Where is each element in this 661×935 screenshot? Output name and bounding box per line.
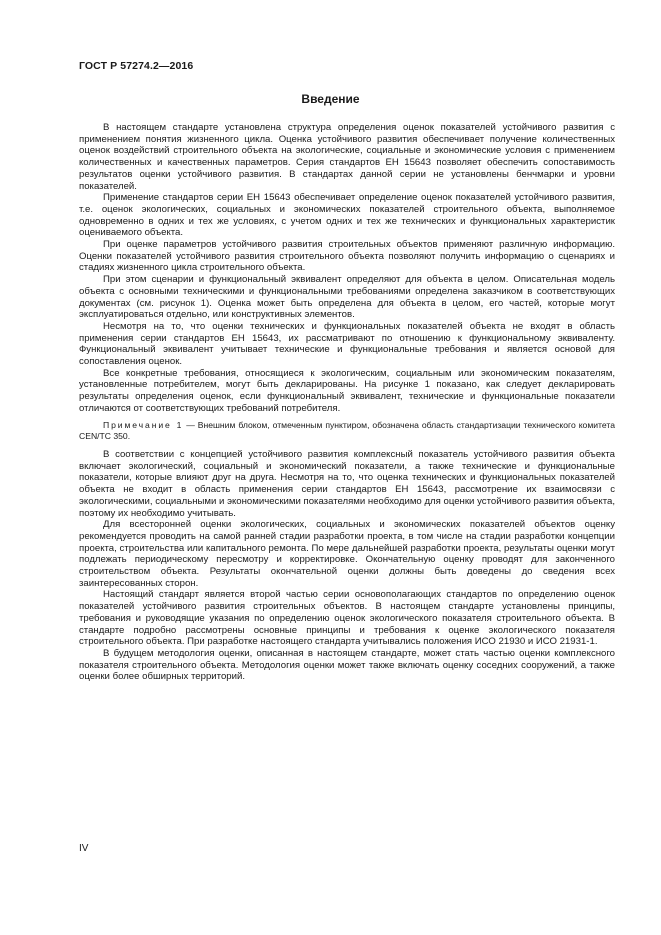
note <box>79 420 615 443</box>
note-text: — Внешним блоком, отмеченным пунктиром, обозначена область стандартизации технического комитета CEN/TC 350. <box>79 419 615 442</box>
main-text <box>79 122 615 683</box>
paragraph: При оценке параметров устойчивого развития строительных объектов применяют различную информацию. Оценки показателей устойчивого развития строительного объекта позволяют получить информацию о сценариях и стадиях жизненного цикла строительного объекта. <box>79 239 615 274</box>
paragraph: Несмотря на то, что оценки технических и функциональных показателей объекта не входят в область применения серии стандартов ЕН 15643, их рассматривают по отношению к функциональному эквиваленту. Функциональный эквивалент учитывает технические и функциональные требования и является основой для сопоставления оценок. <box>79 320 615 368</box>
paragraph: Все конкретные требования, относящиеся к экологическим, социальным или экономическим показателям, установленные потребителем, могут быть декларированы. На рисунке 1 показано, как следует декларировать результаты определения оценок, если функциональный эквивалент, технические и функциональные показатели отличаются от соответствующих требований потребителя. <box>79 367 615 414</box>
paragraph: В настоящем стандарте установлена структура определения оценок показателей устойчивого развития с применением понятия жизненного цикла. Оценка устойчивого развития обеспечивает получение количественных оценок воздействий строительного объекта на экологические, социальные и экономические условия с применением количественных и качественных параметров. Серия стандартов ЕН 15643 позволяет обеспечить сопоставимость результатов оценки устойчивого развития. В стандартах данной серии не установлены бенчмарки и уровни показателей. <box>79 122 615 192</box>
page-number: IV <box>79 843 89 854</box>
paragraph: При этом сценарии и функциональный эквивалент определяют для объекта в целом. Описательная модель объекта с основными техническими и функциональными требованиями определена заказчиком в соответствующих документах (см. рисунок 1). Оценка может быть определена для объекта в целом, его частей, которые могут эксплуатироваться отдельно, или конструктивных элементов. <box>79 274 615 321</box>
note-label: Примечание 1 <box>103 419 184 430</box>
paragraph: В будущем методология оценки, описанная в настоящем стандарте, может стать частью оценки комплексного показателя строительного объекта. Методология оценки может также включать оценку соседних сооружений, а также оценки более обширных территорий. <box>79 647 615 683</box>
paragraph: В соответствии с концепцией устойчивого развития комплексный показатель устойчивого развития объекта включает экологический, социальный и экономический показатели, а также технические и функциональные показатели, которые влияют друг на друга. Несмотря на то, что оценка технических и функциональных показателей объекта не входит в область применения серии стандартов ЕН 15643, рассмотрение их взаимосвязи с экологическими, социальными и экономическими показателями необходимо для оценки устойчивого развития объекта, поэтому их необходимо учитывать. <box>79 448 615 519</box>
paragraph: Настоящий стандарт является второй частью серии основополагающих стандартов по определению оценок показателей устойчивого развития строительных объектов. В настоящем стандарте установлены принципы, требования и руководящие указания по определению оценок экологического показателя строительного объекта. В стандарте подробно рассмотрены основные принципы и требования к оценке экологического показателя строительного объекта. При разработке настоящего стандарта учитывались положения ИСО 21930 и ИСО 21931-1. <box>79 589 615 648</box>
section-title: Введение <box>301 92 360 106</box>
paragraph: Для всесторонней оценки экологических, социальных и экономических показателей объектов оценку рекомендуется проводить на самой ранней стадии разработки проекта, в том числе на стадии разработки концепции проекта, строительства или капитального ремонта. По мере дальнейшей разработки проекта, результаты оценки могут подлежать периодическому пересмотру и корректировке. Окончательную оценку проводят для законченного строительством объекта. Результаты окончательной оценки должны быть доведены до сведения всех заинтересованных сторон. <box>79 519 615 589</box>
document-header: ГОСТ Р 57274.2—2016 <box>79 60 194 72</box>
paragraph: Применение стандартов серии ЕН 15643 обеспечивает определение оценок показателей устойчивого развития, т.е. оценок экологических, социальных и экономических показателей строительного объекта, выполняемое одновременно в одних и тех же условиях, с учетом одних и тех же технических и функциональных характеристик оцениваемого объекта. <box>79 192 615 239</box>
